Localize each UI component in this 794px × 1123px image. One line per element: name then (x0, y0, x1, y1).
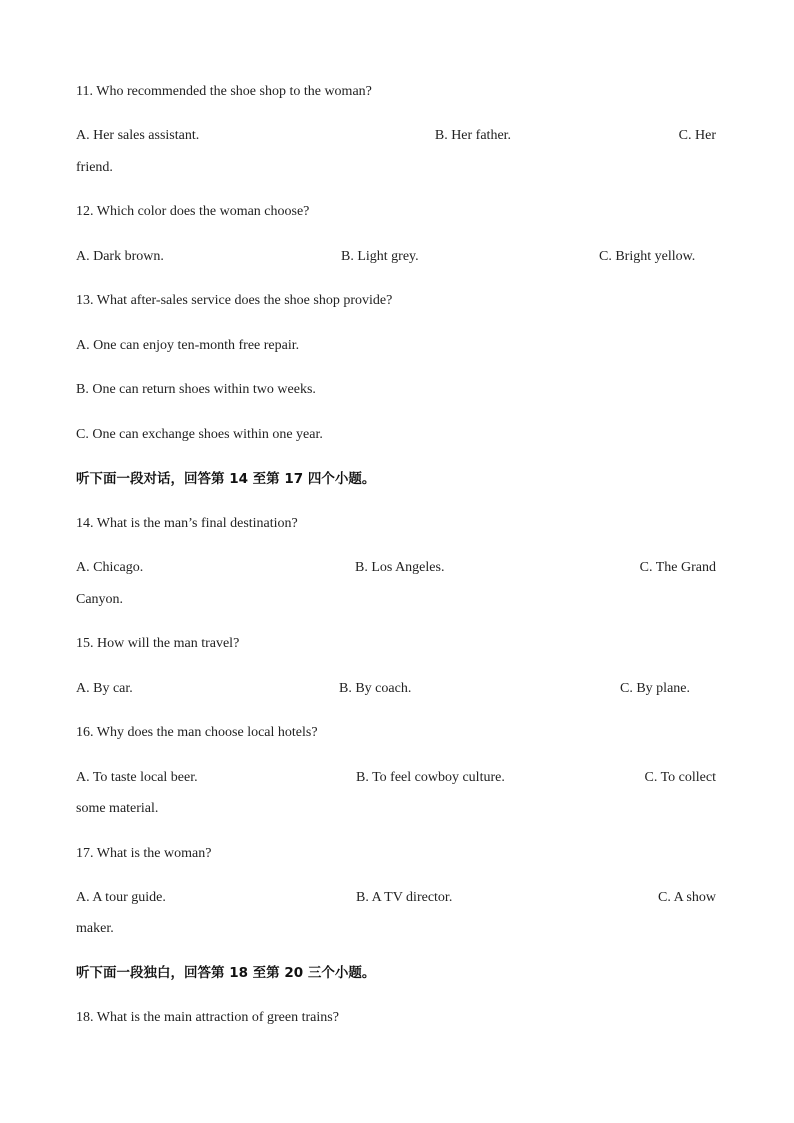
question-14-option-a: A. Chicago. (76, 560, 144, 575)
question-12-option-a: A. Dark brown. (76, 249, 164, 264)
question-17-stem: 17. What is the woman? (76, 846, 212, 861)
question-15-stem: 15. How will the man travel? (76, 636, 240, 651)
question-14-stem: 14. What is the man’s final destination? (76, 516, 298, 531)
question-11-option-c-wrap: friend. (76, 160, 113, 175)
question-17-option-a: A. A tour guide. (76, 890, 166, 905)
question-17-option-c: C. A show (658, 890, 716, 905)
section-heading-18-20: 听下面一段独白，回答第 18 至第 20 三个小题。 (76, 965, 376, 981)
question-14-option-c: C. The Grand (639, 560, 716, 575)
question-17-option-b: B. A TV director. (356, 890, 453, 905)
question-12-option-c: C. Bright yellow. (599, 249, 696, 264)
question-18-stem: 18. What is the main attraction of green trains? (76, 1010, 339, 1025)
question-13-stem: 13. What after-sales service does the shoe shop provide? (76, 293, 393, 308)
question-11-options (76, 127, 716, 145)
section-heading-14-17: 听下面一段对话，回答第 14 至第 17 四个小题。 (76, 471, 376, 487)
question-14-option-b: B. Los Angeles. (355, 560, 445, 575)
question-17-option-c-wrap: maker. (76, 921, 114, 936)
question-12-stem: 12. Which color does the woman choose? (76, 204, 310, 219)
question-15-option-c: C. By plane. (620, 681, 690, 696)
question-13-option-b: B. One can return shoes within two weeks. (76, 382, 316, 397)
question-16-option-c: C. To collect (644, 770, 716, 785)
question-11-option-a: A. Her sales assistant. (76, 128, 200, 143)
question-16-stem: 16. Why does the man choose local hotels? (76, 725, 318, 740)
question-16-option-b: B. To feel cowboy culture. (356, 770, 505, 785)
question-11-stem: 11. Who recommended the shoe shop to the woman? (76, 84, 372, 99)
question-13-option-c: C. One can exchange shoes within one year. (76, 427, 323, 442)
question-16-option-a: A. To taste local beer. (76, 770, 198, 785)
question-11-option-b: B. Her father. (434, 128, 512, 143)
question-12-option-b: B. Light grey. (341, 249, 419, 264)
question-11-option-c: C. Her (678, 128, 716, 143)
question-15-option-b: B. By coach. (339, 681, 412, 696)
question-13-option-a: A. One can enjoy ten-month free repair. (76, 338, 300, 353)
question-16-option-c-wrap: some material. (76, 801, 159, 816)
question-15-option-a: A. By car. (76, 681, 133, 696)
question-14-option-c-wrap: Canyon. (76, 592, 124, 607)
